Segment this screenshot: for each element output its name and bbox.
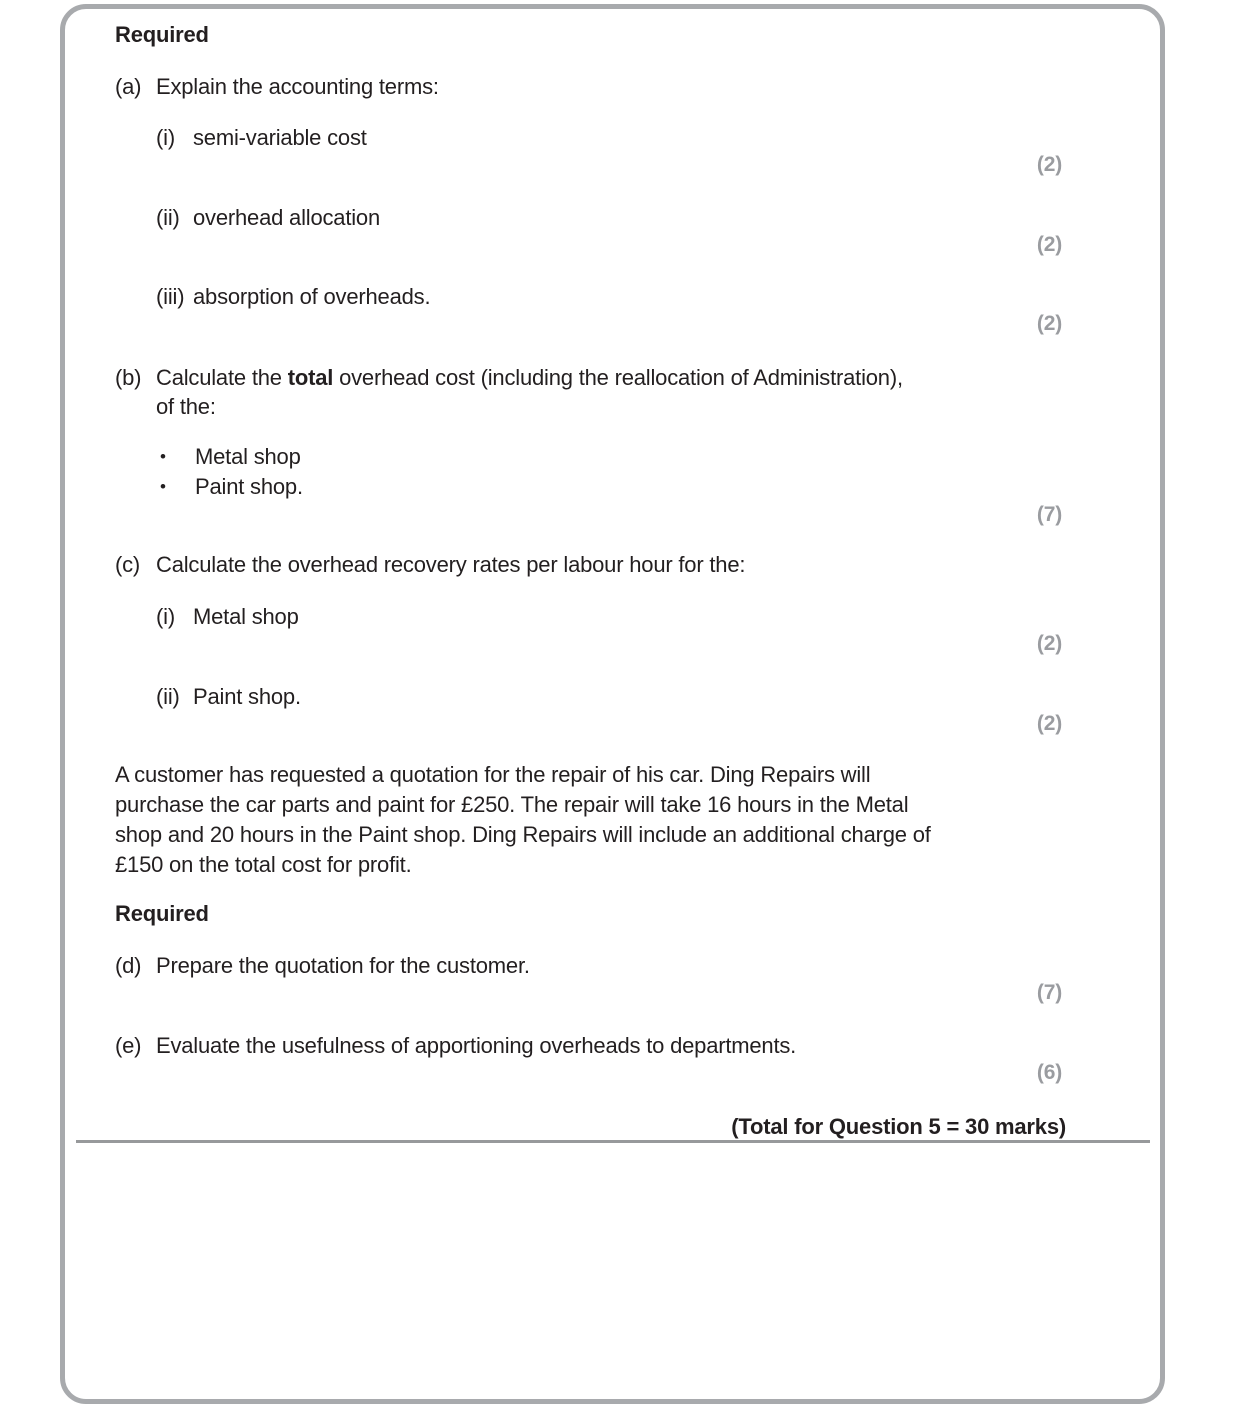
- part-b-text-bold: total: [287, 365, 334, 390]
- bullet-icon: •: [160, 477, 166, 496]
- part-c-label: (c): [115, 552, 141, 577]
- part-b-bullet-paint-shop: Paint shop.: [195, 474, 303, 499]
- part-d-label: (d): [115, 953, 142, 978]
- part-b-text-line1: [156, 365, 903, 391]
- part-c-ii-marks: (2): [1036, 712, 1062, 735]
- part-b-marks: (7): [1036, 503, 1062, 526]
- part-a-iii-marks: (2): [1036, 312, 1062, 335]
- total-marks-line: (Total for Question 5 = 30 marks): [731, 1114, 1066, 1139]
- part-c-i-label: (i): [156, 604, 175, 629]
- part-a-i-marks: (2): [1036, 153, 1062, 176]
- part-c-i-marks: (2): [1036, 632, 1062, 655]
- part-a-i-text: semi-variable cost: [193, 125, 367, 150]
- scenario-paragraph-line: shop and 20 hours in the Paint shop. Ding Repairs will include an additional charge of: [115, 822, 931, 847]
- part-a-iii-label: (iii): [156, 284, 185, 309]
- part-c-i-text: Metal shop: [193, 604, 299, 629]
- scenario-paragraph-line: £150 on the total cost for profit.: [115, 852, 412, 877]
- required-heading-top: Required: [115, 22, 209, 47]
- bottom-divider-rule: [76, 1140, 1150, 1143]
- part-b-text-segment: overhead cost (including the reallocation of Administration),: [333, 365, 903, 390]
- part-a-ii-label: (ii): [156, 205, 180, 230]
- part-d-text: Prepare the quotation for the customer.: [156, 953, 530, 978]
- part-c-text: Calculate the overhead recovery rates per labour hour for the:: [156, 552, 746, 577]
- scenario-paragraph-line: A customer has requested a quotation for the repair of his car. Ding Repairs will: [115, 762, 871, 787]
- part-e-marks: (6): [1036, 1061, 1062, 1084]
- bullet-icon: •: [160, 447, 166, 466]
- part-a-iii-text: absorption of overheads.: [193, 284, 431, 309]
- part-e-label: (e): [115, 1033, 142, 1058]
- part-a-ii-marks: (2): [1036, 233, 1062, 256]
- part-c-ii-label: (ii): [156, 684, 180, 709]
- part-d-marks: (7): [1036, 981, 1062, 1004]
- part-a-label: (a): [115, 74, 142, 99]
- part-b-text-line2: of the:: [156, 394, 216, 419]
- part-a-ii-text: overhead allocation: [193, 205, 381, 230]
- part-a-text: Explain the accounting terms:: [156, 74, 439, 99]
- part-b-label: (b): [115, 365, 142, 390]
- required-heading-bottom: Required: [115, 901, 209, 926]
- part-a-i-label: (i): [156, 125, 175, 150]
- part-e-text: Evaluate the usefulness of apportioning overheads to departments.: [156, 1033, 797, 1058]
- part-b-bullet-metal-shop: Metal shop: [195, 444, 301, 469]
- scenario-paragraph-line: purchase the car parts and paint for £250. The repair will take 16 hours in the Metal: [115, 792, 909, 817]
- part-c-ii-text: Paint shop.: [193, 684, 301, 709]
- part-b-text-segment: Calculate the: [156, 365, 288, 390]
